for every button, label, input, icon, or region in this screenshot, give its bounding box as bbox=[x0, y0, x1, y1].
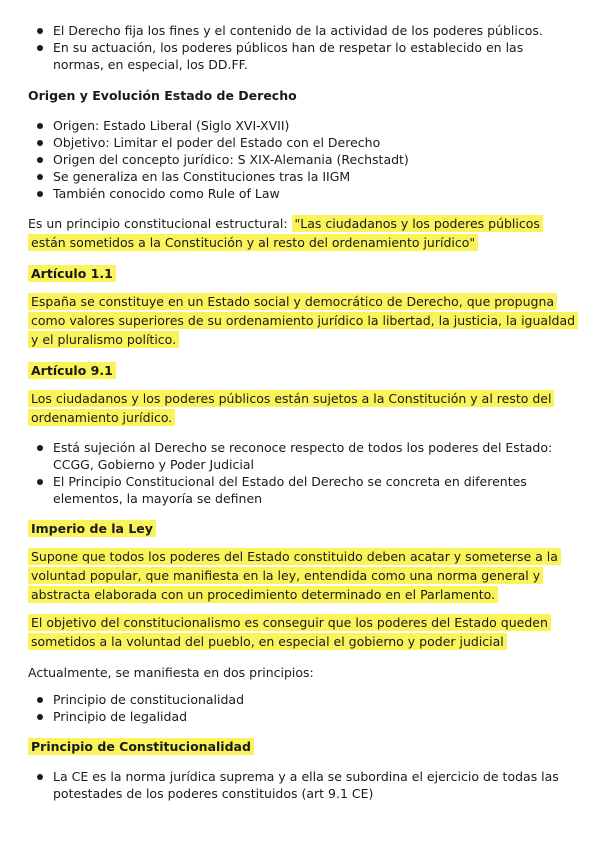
principio-paragraph: Es un principio constitucional estructural: "Las ciudadanos y los poderes públicos están sometidos a la Constitución y al resto del ordenamiento jurídico" bbox=[28, 214, 576, 252]
section-heading-origen: Origen y Evolución Estado de Derecho bbox=[28, 88, 297, 103]
origen-bullet-list bbox=[28, 117, 576, 202]
section-heading-art-1-1: Artículo 1.1 bbox=[28, 265, 116, 282]
bullet-icon bbox=[37, 714, 43, 720]
imperio-text-1: Supone que todos los poderes del Estado constituido deben acatar y someterse a la voluntad popular, que manifiesta en la ley, entendida como una norma general y abstracta elaborada con un procedimiento determinado en el Parlamento. bbox=[28, 548, 561, 603]
bullet-icon bbox=[37, 774, 43, 780]
highlighted-quote: "Las ciudadanos y los poderes públicos están sometidos a la Constitución y al resto del ordenamiento jurídico" bbox=[28, 215, 543, 251]
bullet-icon bbox=[37, 191, 43, 197]
constitucionalidad-bullet-list bbox=[28, 768, 576, 802]
bullet-icon bbox=[37, 697, 43, 703]
list-item: Objetivo: Limitar el poder del Estado con el Derecho bbox=[52, 134, 576, 151]
list-item: También conocido como Rule of Law bbox=[52, 185, 576, 202]
section-heading-art-9-1: Artículo 9.1 bbox=[28, 362, 116, 379]
imperio-text-3: Actualmente, se manifiesta en dos principios: bbox=[28, 665, 314, 680]
art-9-1-text: Los ciudadanos y los poderes públicos están sujetos a la Constitución y al resto del ordenamiento jurídico. bbox=[28, 390, 554, 426]
imperio-text-2: El objetivo del constitucionalismo es conseguir que los poderes del Estado queden sometidos a la voluntad del pueblo, en especial el gobierno y poder judicial bbox=[28, 614, 551, 650]
list-item: El Principio Constitucional del Estado del Derecho se concreta en diferentes elementos, la mayoría se definen bbox=[52, 473, 576, 507]
bullet-icon bbox=[37, 174, 43, 180]
bullet-icon bbox=[37, 140, 43, 146]
bullet-icon bbox=[37, 45, 43, 51]
imperio-bullet-list bbox=[28, 691, 576, 725]
list-item: El Derecho fija los fines y el contenido de la actividad de los poderes públicos. bbox=[52, 22, 576, 39]
document-page bbox=[28, 22, 576, 802]
list-item: La CE es la norma jurídica suprema y a ella se subordina el ejercicio de todas las potestades de los poderes constituidos (art 9.1 CE) bbox=[52, 768, 576, 802]
art-9-1-bullet-list bbox=[28, 439, 576, 507]
art-1-1-text: España se constituye en un Estado social y democrático de Derecho, que propugna como valores superiores de su ordenamiento jurídico la libertad, la justicia, la igualdad y el pluralismo político. bbox=[28, 293, 578, 348]
list-item: Se generaliza en las Constituciones tras la IIGM bbox=[52, 168, 576, 185]
bullet-icon bbox=[37, 123, 43, 129]
section-heading-imperio: Imperio de la Ley bbox=[28, 520, 156, 537]
list-item: Está sujeción al Derecho se reconoce respecto de todos los poderes del Estado: CCGG, Gobierno y Poder Judicial bbox=[52, 439, 576, 473]
list-item: Principio de constitucionalidad bbox=[52, 691, 576, 708]
list-item: En su actuación, los poderes públicos han de respetar lo establecido en las normas, en especial, los DD.FF. bbox=[52, 39, 576, 73]
bullet-icon bbox=[37, 28, 43, 34]
intro-bullet-list bbox=[28, 22, 576, 73]
bullet-icon bbox=[37, 445, 43, 451]
list-item: Origen: Estado Liberal (Siglo XVI-XVII) bbox=[52, 117, 576, 134]
list-item: Principio de legalidad bbox=[52, 708, 576, 725]
list-item: Origen del concepto jurídico: S XIX-Alemania (Rechstadt) bbox=[52, 151, 576, 168]
bullet-icon bbox=[37, 479, 43, 485]
bullet-icon bbox=[37, 157, 43, 163]
section-heading-constitucionalidad: Principio de Constitucionalidad bbox=[28, 738, 254, 755]
